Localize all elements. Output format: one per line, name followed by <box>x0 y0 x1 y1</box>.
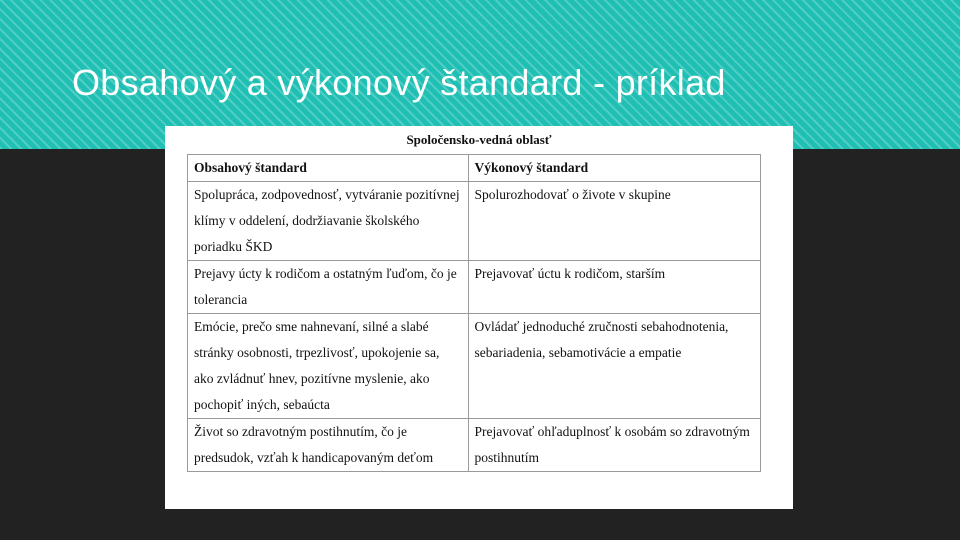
table-cell: Prejavovať ohľaduplnosť k osobám so zdravotným postihnutím <box>468 419 761 472</box>
table-header-row <box>188 155 761 182</box>
table-cell: Ovládať jednoduché zručnosti sebahodnotenia, sebariadenia, sebamotivácie a empatie <box>468 314 761 419</box>
table-row <box>188 261 761 314</box>
slide-title: Obsahový a výkonový štandard - príklad <box>72 62 726 103</box>
table-row <box>188 419 761 472</box>
table-cell: Spolupráca, zodpovednosť, vytváranie pozitívnej klímy v oddelení, dodržiavanie školského poriadku ŠKD <box>188 182 469 261</box>
table-cell: Emócie, prečo sme nahnevaní, silné a slabé stránky osobnosti, trpezlivosť, upokojenie sa, ako zvládnuť hnev, pozitívne myslenie, ako pochopiť iných, sebaúcta <box>188 314 469 419</box>
column-header-performance: Výkonový štandard <box>468 155 761 182</box>
standards-table <box>187 154 761 472</box>
document-title: Spoločensko-vedná oblasť <box>406 132 552 147</box>
table-cell: Spolurozhodovať o živote v skupine <box>468 182 761 261</box>
document-image <box>165 126 793 509</box>
table-row <box>188 314 761 419</box>
table-cell: Prejavovať úctu k rodičom, starším <box>468 261 761 314</box>
table-cell: Život so zdravotným postihnutím, čo je predsudok, vzťah k handicapovaným deťom <box>188 419 469 472</box>
table-cell: Prejavy úcty k rodičom a ostatným ľuďom, čo je tolerancia <box>188 261 469 314</box>
column-header-content: Obsahový štandard <box>188 155 469 182</box>
table-row <box>188 182 761 261</box>
